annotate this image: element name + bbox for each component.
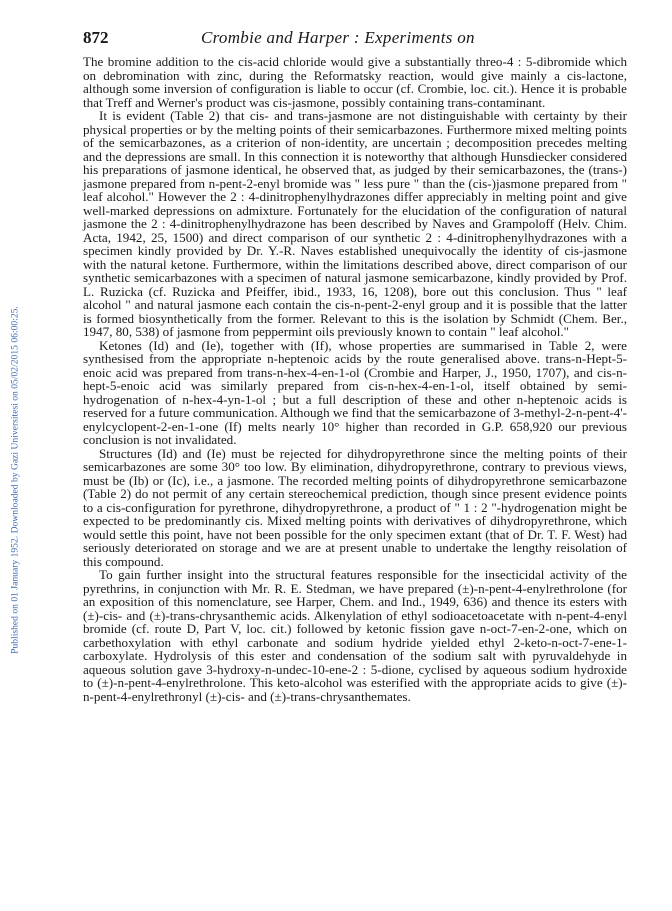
download-watermark <box>8 95 22 865</box>
body-text <box>83 55 627 703</box>
running-title: Crombie and Harper : Experiments on <box>201 28 475 47</box>
page-header <box>83 28 627 54</box>
paragraph-bromine-addition: The bromine addition to the cis-acid chloride would give a substantially threo-4 : 5-dibromide which on debromination with zinc, during the Reformatsky reaction, would give mainly a cis-lactone, although some inversion of configuration is liable to occur (cf. Crombie, loc. cit.). Hence it is probable that Treff and Werner's product was cis-jasmone, possibly containing trans-contaminant. <box>83 54 627 110</box>
paragraph-dihydropyrethrone: Structures (Id) and (Ie) must be rejected for dihydropyrethrone since the melting points of their semicarbazones are some 30° too low. By elimination, dihydropyrethrone, contrary to previous views, must be (Ib) or (Ic), i.e., a jasmone. The recorded melting points of dihydropyrethrone semicarbazone (Table 2) do not permit of any certain stereochemical prediction, though since present evidence points to a cis-configuration for pyrethrone, dihydropyrethrone, a product of " 1 : 2 "-hydrogenation might be expected to be predominantly cis. Mixed melting points with derivatives of dihydropyrethrone, which would settle this point, have not been possible for the only specimen extant (that of Dr. T. F. West) had seriously deteriorated on storage and we are at present unable to undertake the lengthy reisolation of this compound. <box>83 445 627 569</box>
page-number: 872 <box>83 28 109 47</box>
paragraph-ketone-synthesis: Ketones (Id) and (Ie), together with (If), whose properties are summarised in Table 2, were synthesised from the appropriate n-heptenoic acids by the route generalised above. trans-n-Hept-5-enoic acid was prepared from trans-n-hex-4-en-1-ol (Crombie and Harper, J., 1950, 1707), and cis-n-hept-5-enoic acid was similarly prepared from cis-n-hex-4-en-1-ol, itself obtained by semi-hydrogenation of n-hex-4-yn-1-ol ; but a full description of these and other n-heptenoic acids is reserved for a future communication. Although we find that the semicarbazone of 3-methyl-2-n-pent-4'-enylcyclopent-2-en-1-one (If) melts nearly 10° higher than recorded in G.P. 658,920 our previous conclusion is not invalidated. <box>83 337 627 447</box>
download-watermark-text: Published on 01 January 1952. Downloaded by Gazi Universitesi on 05/02/2015 06:00:25. <box>9 306 21 654</box>
paragraph-jasmone-comparison: It is evident (Table 2) that cis- and trans-jasmone are not distinguishable with certainty by their physical properties or by the melting points of their semicarbazones. Furthermore mixed melting points of the semicarbazones, as a criterion of non-identity, are uncertain ; decomposition precedes melting and the depressions are small. In this connection it is noteworthy that although Hunsdiecker considered his preparations of jasmone identical, he observed that, as judged by their semicarbazones, the (trans-) jasmone prepared from n-pent-2-enyl bromide was " less pure " than the (cis-)jasmone prepared from " leaf alcohol." However the 2 : 4-dinitrophenylhydrazones differ appreciably in melting point and give well-marked depressions on admixture. Fortunately for the elucidation of the configuration of natural jasmone the 2 : 4-dinitrophenylhydrazone has been described by Naves and Grampoloff (Helv. Chim. Acta, 1942, 25, 1500) and direct comparison of our synthetic 2 : 4-dinitrophenylhydrazones with a specimen kindly provided by Dr. Y.-R. Naves established unequivocally the identity of cis-jasmone with the natural ketone. Furthermore, within the limitations described above, direct comparison of our synthetic semicarbazones with a specimen of natural jasmone semicarbazone, kindly provided by Prof. L. Ruzicka (cf. Ruzicka and Pfeiffer, ibid., 1933, 16, 1208), bore out this conclusion. Thus " leaf alcohol " and natural jasmone each contain the cis-n-pent-2-enyl group and it is possible that the latter is formed biosynthetically from the former. Relevant to this is the isolation by Schmidt (Chem. Ber., 1947, 80, 538) of jasmone from peppermint oils previously known to contain " leaf alcohol." <box>83 108 627 339</box>
paragraph-pentenylrethrolone: To gain further insight into the structural features responsible for the insecticidal activity of the pyrethrins, in conjunction with Mr. R. E. Stedman, we have prepared (±)-n-pent-4-enylrethrolone (for an exposition of this nomenclature, see Harper, Chem. and Ind., 1949, 636) and thence its esters with (±)-cis- and (±)-trans-chrysanthemic acids. Alkenylation of ethyl sodioacetoacetate with n-pent-4-enyl bromide (cf. route D, Part V, loc. cit.) followed by ketonic fission gave n-oct-7-en-2-one, which on carbethoxylation with ethyl carbonate and sodium hydride yielded ethyl 2-keto-n-oct-7-ene-1-carboxylate. Hydrolysis of this ester and condensation of the sodium salt with pyruvaldehyde in aqueous solution gave 3-hydroxy-n-undec-10-ene-2 : 5-dione, cyclised by aqueous sodium hydroxide to (±)-n-pent-4-enylrethrolone. This keto-alcohol was esterified with the appropriate acids to give (±)-n-pent-4-enylrethronyl (±)-cis- and (±)-trans-chrysanthemates. <box>83 567 627 704</box>
